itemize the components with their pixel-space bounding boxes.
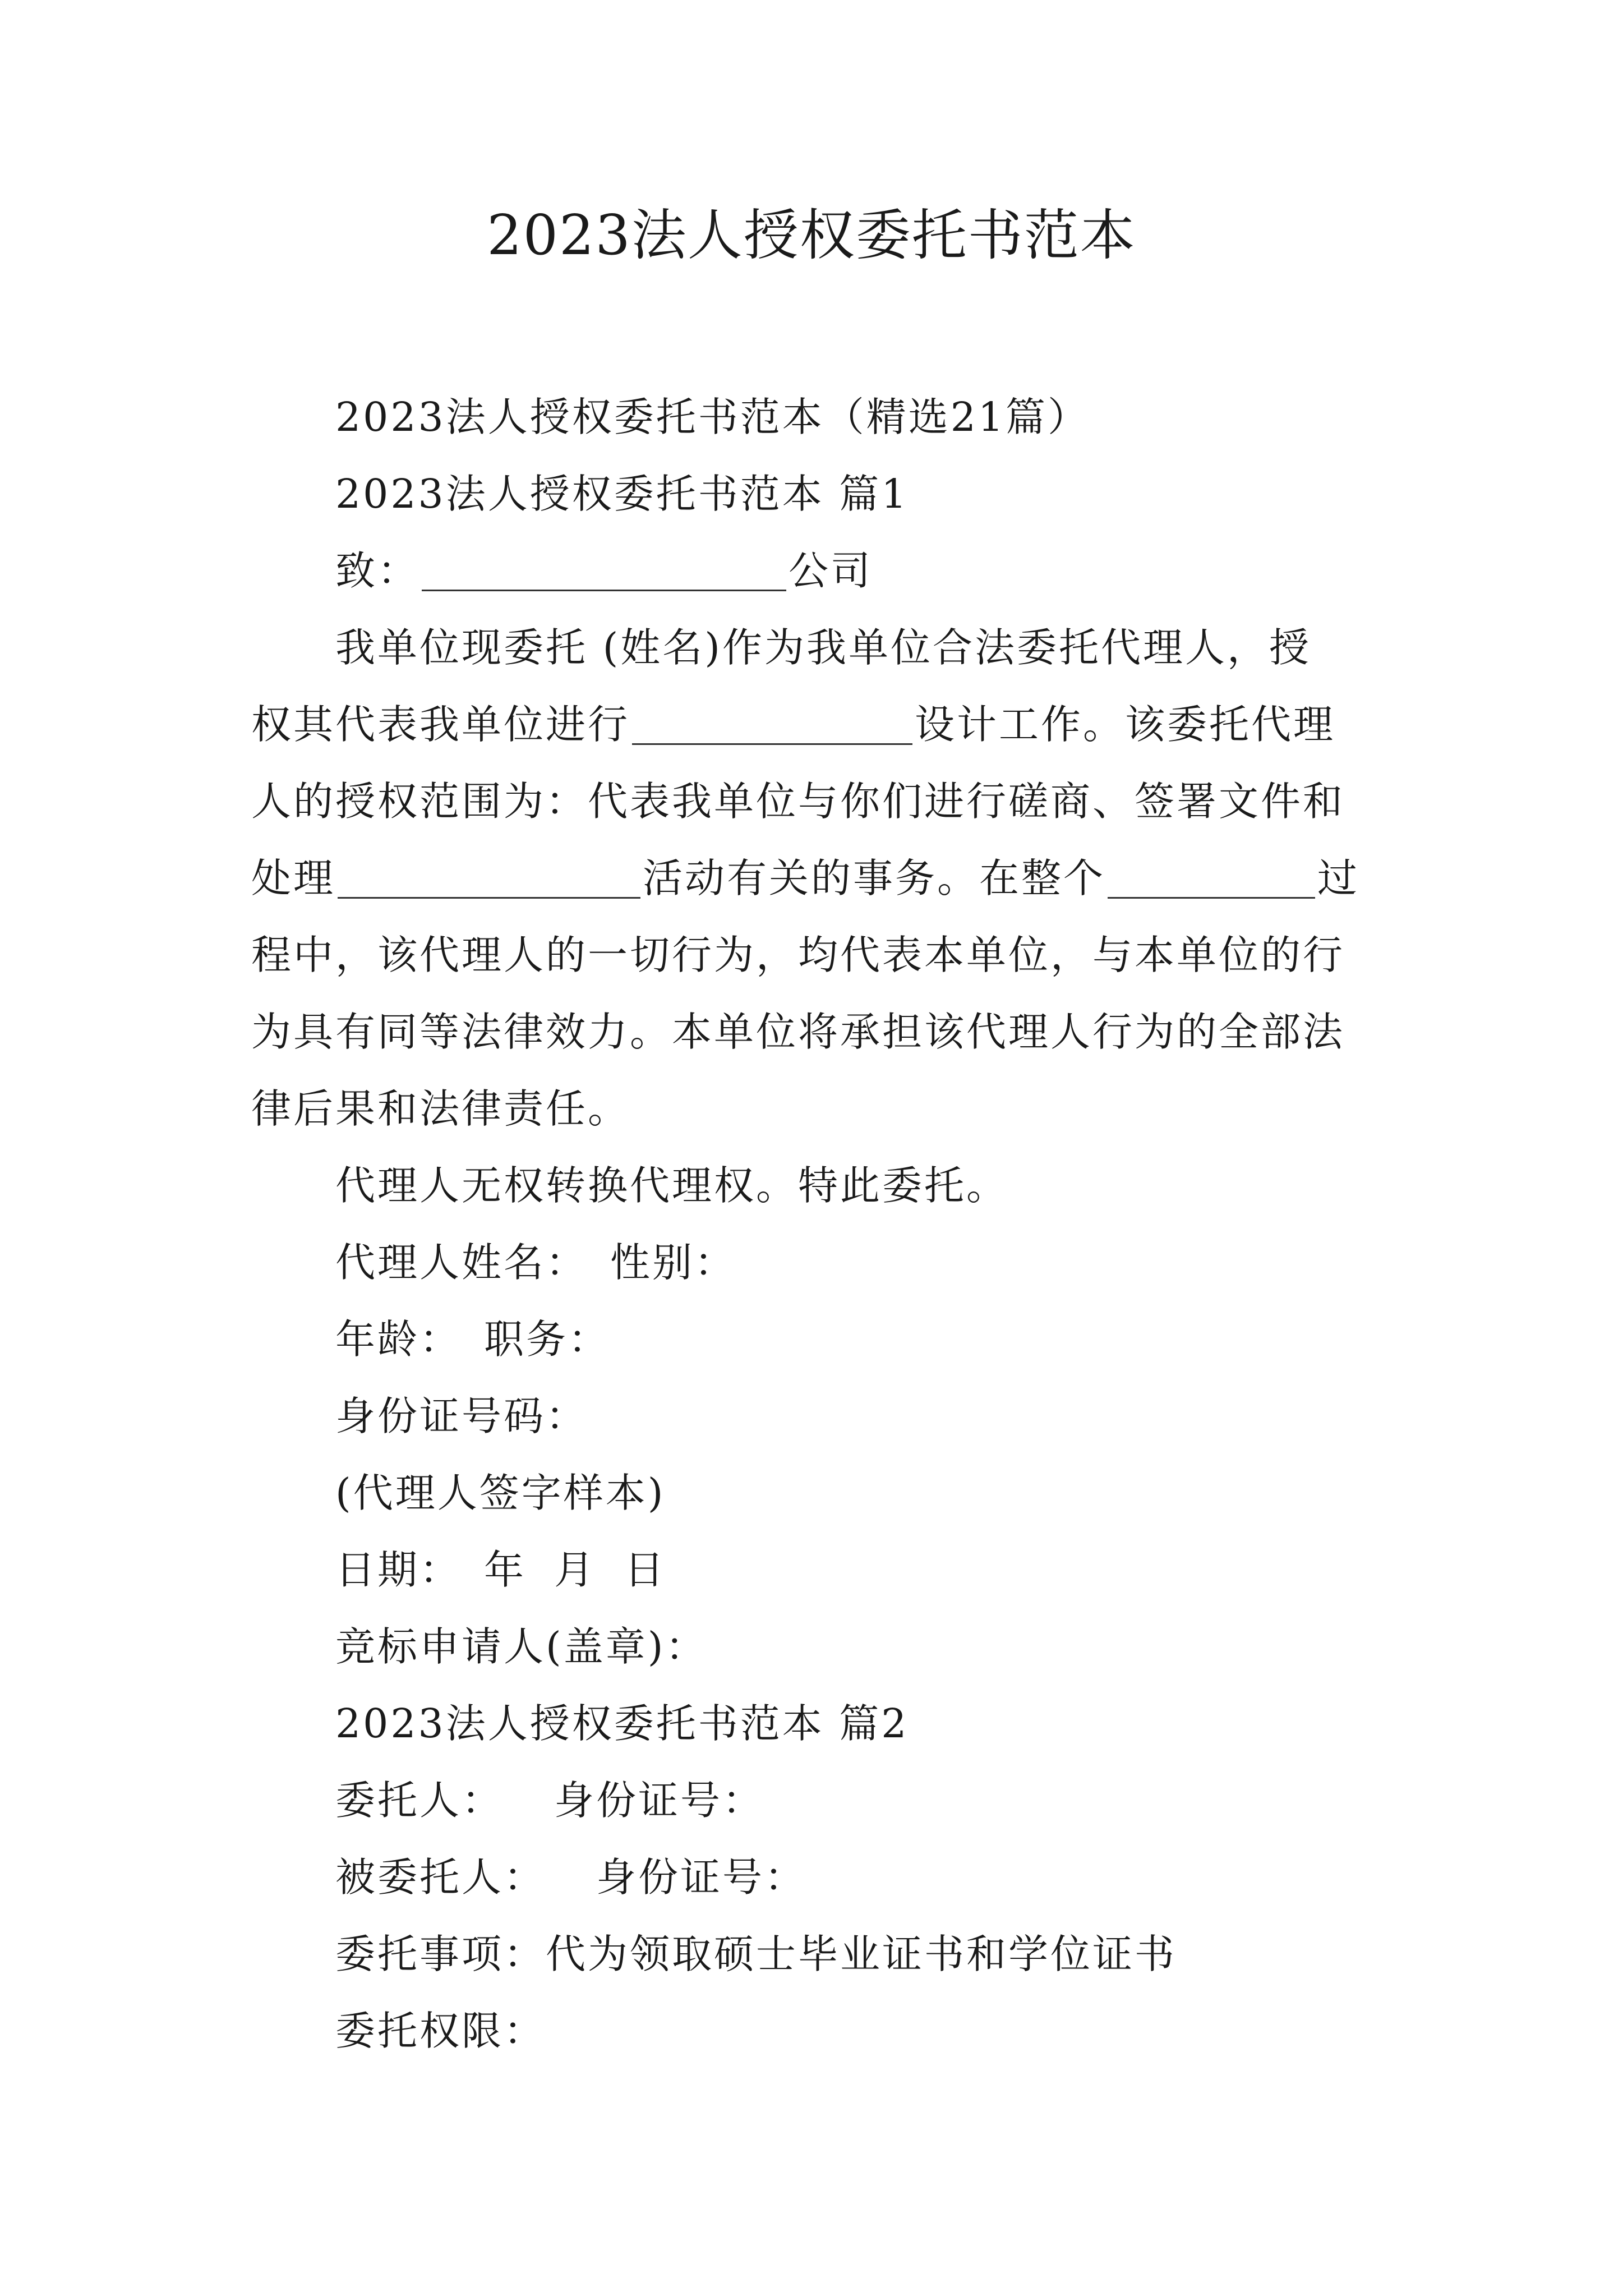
principal-id-label: 身份证号： [554, 1777, 765, 1824]
agent-label: 被委托人： [335, 1854, 546, 1901]
month-label: 月 [554, 1547, 597, 1593]
paragraph-text: 权其代表我单位进行 [251, 701, 630, 748]
design-work-blank [632, 711, 912, 745]
paragraph-line: 人的授权范围为：代表我单位与你们进行磋商、签署文件和 [251, 778, 1345, 825]
agent-name-label: 代理人姓名： [335, 1239, 588, 1286]
matter-line: 委托事项：代为领取硕士毕业证书和学位证书 [335, 1931, 1177, 1977]
paragraph-line: 我单位现委托 (姓名)作为我单位合法委托代理人，授 [335, 624, 1311, 671]
paragraph-text: 过 [1317, 855, 1360, 901]
gender-label: 性别： [610, 1239, 737, 1286]
paragraph-text: 处理 [251, 855, 336, 901]
principal-line [251, 1762, 1378, 1839]
bidder-line: 竞标申请人(盖章)： [335, 1623, 708, 1670]
intro-line: 2023法人授权委托书范本（精选21篇） [335, 394, 1090, 440]
paragraph-line [251, 840, 1378, 917]
paragraph-text: 设计工作。该委托代理 [915, 701, 1336, 748]
addressee-line [251, 532, 1378, 609]
addressee-blank [422, 557, 786, 591]
paragraph-line: 律后果和法律责任。 [251, 1085, 630, 1132]
age-line [251, 1301, 1378, 1378]
principal-label: 委托人： [335, 1777, 504, 1824]
section1-heading: 2023法人授权委托书范本 篇1 [335, 471, 909, 517]
paragraph-line: 程中，该代理人的一切行为，均代表本单位，与本单位的行 [251, 932, 1345, 978]
agent-id-label: 身份证号： [596, 1854, 807, 1901]
authority-line: 委托权限： [335, 2008, 546, 2054]
position-label: 职务： [484, 1316, 611, 1363]
agent-line [251, 1839, 1378, 1916]
agent-name-line [251, 1224, 1378, 1301]
day-label: 日 [624, 1547, 667, 1593]
document-body [251, 379, 1378, 2069]
addressee-prefix: 致： [335, 547, 420, 594]
no-transfer-line: 代理人无权转换代理权。特此委托。 [335, 1162, 1009, 1209]
age-label: 年龄： [335, 1316, 462, 1363]
addressee-suffix: 公司 [789, 547, 873, 594]
activity-blank [338, 864, 640, 899]
date-label: 日期： [335, 1547, 462, 1593]
section2-heading: 2023法人授权委托书范本 篇2 [335, 1700, 909, 1747]
date-line [251, 1531, 1378, 1608]
paragraph-line: 为具有同等法律效力。本单位将承担该代理人行为的全部法 [251, 1009, 1345, 1055]
id-number-line: 身份证号码： [335, 1393, 588, 1439]
paragraph-line [251, 686, 1378, 763]
year-label: 年 [484, 1547, 527, 1593]
document-title: 2023法人授权委托书范本 [487, 204, 1136, 268]
paragraph-text: 活动有关的事务。在整个 [643, 855, 1106, 901]
signature-sample-line: (代理人签字样本) [335, 1470, 666, 1516]
process-blank [1108, 864, 1315, 899]
